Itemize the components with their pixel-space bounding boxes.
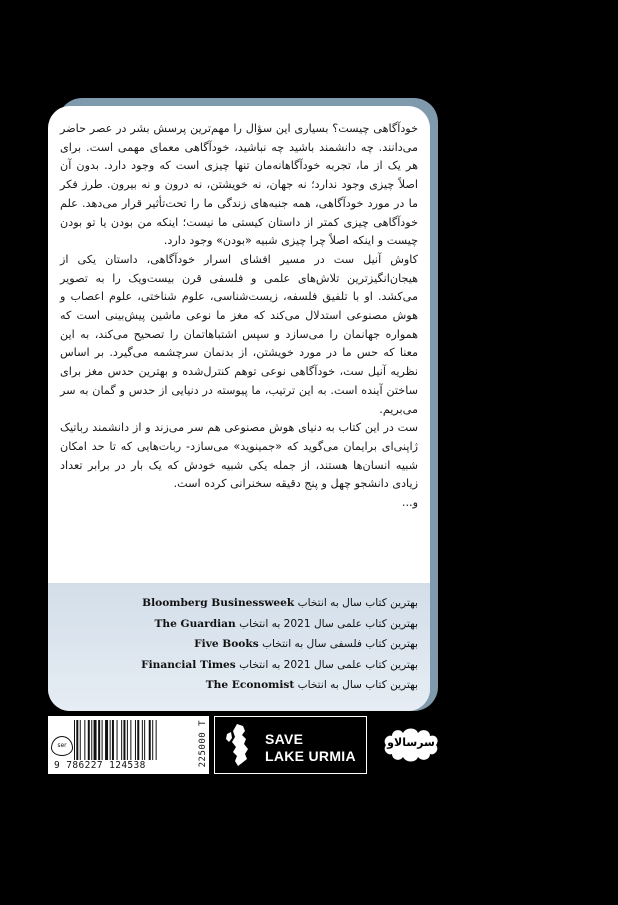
lake-urmia-map-icon — [223, 722, 257, 768]
barcode-bar — [135, 720, 136, 760]
price-label: 225000 T — [198, 720, 208, 768]
blurb-text — [60, 120, 418, 513]
blurb-paragraph-4: و... — [401, 496, 418, 510]
award-line: بهترین کتاب سال به انتخاب The Economist — [205, 679, 418, 691]
barcode-bar — [102, 720, 103, 760]
save-lake-urmia-badge — [214, 716, 367, 774]
back-cover-card — [48, 106, 430, 711]
award-line: بهترین کتاب علمی سال 2021 به انتخاب Financial Times — [141, 658, 418, 671]
barcode-bar — [110, 720, 111, 760]
blurb-paragraph-1: خودآگاهی چیست؟ بسیاری این سؤال را مهم‌ترین پرسش بشر در عصر حاضر می‌دانند. چه دانشمند باشید چه نباشید، خودآگاهی معمای مهمی است. برای هر یک از ما، تجربه خودآگاهانه‌مان تنها چیزی است که وجود دارد. بدون آن اصلاً چیزی وجود ندارد؛ نه جهان، نه خویشتن، نه درون و نه بیرون. طرز فکر ما در مورد خودآگاهی، همه جنبه‌های زندگی ما را تحت‌تأثیر قرار می‌دهد. علم خودآگاهی چیزی کمتر از داستان کیستی ما نیست؛ اینکه من بودن یا تو بودن چیست و اینکه اصلاً چرا چیزی شبیه «بودن» وجود دارد. — [60, 122, 418, 248]
save-subtitle: LAKE URMIA — [265, 748, 356, 764]
isbn-number: 9 786227 124538 — [54, 760, 146, 771]
barcode-bar — [74, 720, 75, 760]
barcode-bar — [142, 720, 143, 760]
barcode-bar — [127, 720, 128, 760]
barcode-bar — [152, 720, 153, 760]
barcode-bar — [130, 720, 131, 760]
publisher-logo — [378, 716, 444, 774]
publisher-name: سرسالاو — [387, 736, 435, 749]
barcode-bar — [98, 720, 100, 760]
award-line: بهترین کتاب علمی سال 2021 به انتخاب The Guardian — [154, 617, 418, 630]
barcode-bar — [121, 720, 122, 760]
barcode-bar — [123, 720, 125, 760]
barcode-bar — [88, 720, 90, 760]
barcode-bars — [74, 720, 196, 760]
barcode-bar — [80, 720, 81, 760]
barcode-bar — [117, 720, 118, 760]
barcode-bar — [105, 720, 108, 760]
barcode-bar — [84, 720, 85, 760]
barcode-bar — [156, 720, 157, 760]
barcode-bar — [137, 720, 139, 760]
ser-logo-icon: ser — [51, 736, 73, 756]
barcode-bar — [149, 720, 151, 760]
blurb-paragraph-2: کاوش آنیل ست در مسیر افشای اسرار خودآگاهی، داستان یکی از هیجان‌انگیزترین تلاش‌های علمی و فلسفی قرن بیست‌ویک را به تصویر می‌کشد. او با تلفیق فلسفه، زیست‌شناسی، علوم شناختی، علوم اعصاب و هوش مصنوعی استدلال می‌کند که مغز ما نوعی ماشین پیش‌بینی است که همواره جهانمان را می‌سازد و سپس اشتباهاتمان را تصحیح می‌کند، به این معنا که حس ما در مورد خویشتن، از بدنمان سرچشمه می‌گیرد. بر اساس نظریه آنیل ست، خودآگاهی نوعی توهم کنترل‌شده و بهترین حدس مغز برای ساختن آینده است. به این ترتیب، ما پیوسته در دنیایی از حدس و گمان به سر می‌بریم. — [60, 252, 418, 416]
barcode-bar — [112, 720, 114, 760]
barcode-bar — [91, 720, 92, 760]
isbn-barcode — [48, 716, 209, 774]
barcode-bar — [144, 720, 145, 760]
save-title: SAVE — [265, 731, 304, 747]
award-line: بهترین کتاب سال به انتخاب Bloomberg Businessweek — [142, 597, 418, 609]
barcode-bar — [76, 720, 78, 760]
blurb-paragraph-3: ست در این کتاب به دنیای هوش مصنوعی هم سر می‌زند و از دانشمند رباتیک ژاپنی‌ای برایمان می‌گوید که «جمینوید» می‌سازد- ربات‌هایی که تا حد امکان شبیه انسان‌ها هستند، از جمله یکی شبیه خودش که یک بار در برابر تعداد زیادی دانشجو چهل و پنج دقیقه سخنرانی کرده است. — [60, 421, 418, 491]
awards-band — [48, 583, 430, 711]
award-line: بهترین کتاب فلسفی سال به انتخاب Five Books — [194, 638, 418, 650]
barcode-bar — [94, 720, 97, 760]
